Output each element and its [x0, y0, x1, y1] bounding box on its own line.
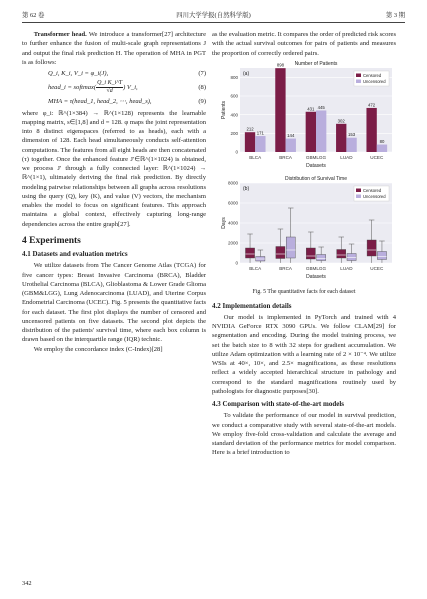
header-journal: 四川大学学报(自然科学版) — [176, 12, 251, 19]
bar — [245, 132, 255, 152]
bar — [255, 136, 265, 152]
panel-label: (a) — [243, 70, 250, 77]
equation-7 — [22, 69, 206, 78]
equation-8 — [22, 80, 206, 95]
y-tick-label: 600 — [230, 93, 238, 99]
x-tick-label: BRCA — [279, 266, 292, 271]
box — [347, 254, 356, 261]
x-tick-label: GBMLGG — [305, 154, 327, 160]
box — [245, 248, 254, 258]
paragraph-comparison: To validate the performance of our model in survival prediction, we conduct a comparative study with several state-of-the-art models. We employ five-fold cross-validation and calculate the average and standard deviation of the performance metrics for model comparison. Here is a brief introduction to — [212, 412, 396, 457]
paragraph-datasets: We utilize datasets from The Cancer Genome Atlas (TCGA) for five cancer types: Breast Invasive Carcinoma (BRCA), Bladder Urothelial Carcinoma (BLCA), Glioblastoma & Lower Grade Glioma (GBM&LGG), Lung Adenocarcinoma (LUAD), and Uterine Corpus Endometrial Carcinoma (UCEC). Fig. 5 presents the quantitative facts for each dataset. The first plot displays the number of censored and uncensored patients on five datasets. The second plot depicts the distribution of the patients' survival time, where each box column is drawn based on the interquartile range (IQR) technic. — [22, 262, 206, 344]
equation-lhs: head_i = softmax( — [48, 84, 97, 92]
legend-swatch — [356, 195, 361, 199]
legend-label: Censored — [363, 187, 382, 193]
header-rule — [22, 22, 405, 23]
figure-5 — [212, 58, 396, 298]
y-tick-label: 0 — [235, 260, 238, 266]
page-number: 342 — [22, 580, 32, 587]
fraction — [96, 80, 123, 95]
legend-swatch — [356, 73, 361, 77]
box — [317, 255, 326, 261]
x-tick-label: BRCA — [279, 154, 292, 160]
y-tick-label: 200 — [230, 130, 238, 136]
x-tick-label: GBMLGG — [305, 266, 327, 271]
y-tick-label: 800 — [230, 74, 238, 80]
equation-body — [22, 80, 138, 95]
header-issue: 第 3 期 — [385, 12, 405, 19]
y-tick-label: 8000 — [227, 180, 238, 186]
page-header — [22, 10, 405, 22]
data-label: 212 — [246, 126, 254, 132]
paragraph-text: We introduce a transformer[27] architecture to further enhance the fusion of multi-scale graph representations J and output the final risk prediction H. The operation of MHA in PGT is as follows: — [22, 31, 206, 66]
equation-number: (8) — [198, 84, 206, 92]
paragraph-cindex: We employ the concordance index (C-Index)[28] — [33, 345, 163, 353]
paragraph-transformer-head — [22, 30, 206, 67]
x-tick-label: LUAD — [340, 154, 353, 160]
equation-number: (7) — [198, 70, 206, 77]
box — [337, 250, 346, 259]
equation-number: (9) — [198, 98, 206, 106]
data-label: 898 — [276, 62, 285, 68]
box — [367, 240, 376, 256]
bar — [377, 144, 387, 151]
data-label: 445 — [317, 104, 325, 110]
box — [286, 237, 295, 258]
y-tick-label: 6000 — [227, 200, 238, 206]
equation-rhs: ) V_i, — [123, 84, 138, 92]
bar — [346, 137, 356, 151]
box — [276, 247, 285, 259]
legend-label: Uncensored — [363, 193, 386, 199]
bar — [366, 108, 376, 152]
y-tick-label: 0 — [235, 149, 238, 155]
left-column — [22, 30, 206, 354]
numerator: Q_i K_i^T — [97, 80, 123, 87]
chart-title: Distribution of Survival Time — [285, 176, 347, 182]
equation-9 — [22, 97, 206, 106]
x-axis-label: Datasets — [306, 162, 326, 169]
equation-body: MHA = τ(head_1, head_2, ⋯, head_s), — [48, 98, 152, 106]
subsection-heading: 4.3 Comparison with state-of-the-art models — [212, 400, 345, 408]
chart-title: Number of Patients — [294, 60, 338, 67]
equation-body: Q_i, K_i, V_i = φ_i(J), — [48, 70, 109, 77]
bar — [336, 124, 346, 152]
legend-label: Uncensored — [363, 78, 386, 84]
run-in-title: Transformer head. — [33, 31, 87, 38]
y-axis-label: Patients — [221, 100, 227, 119]
x-tick-label: LUAD — [340, 266, 353, 271]
y-axis-label: Days — [221, 217, 227, 229]
data-label: 153 — [347, 131, 356, 137]
paragraph-metric-continued: as the evaluation metric. It compares the order of predicted risk scores with the actual survival outcomes for pairs of patients and measures the proportion of correctly ordered pairs. — [212, 31, 396, 57]
subsection-heading: 4.1 Datasets and evaluation metrics — [22, 250, 128, 258]
paragraph-mha-explanation: where φ_i: ℝ^(1×384) → ℝ^(1×128) represents the learnable mapping matrix, s∈[1,8] and d = 128. φ maps the joint representation into 8 distinct eigenspaces (referred to as heads), each with a dimension of 128. Each head simultaneously conducts self-attention computations. The features from all eight heads are then concatenated (τ) together. Once the enhanced feature J′∈ℝ^(1×1024) is obtained, we process J′ through a fully connected layer: ℝ^(1×1024) → ℝ^(1×1), ultimately deriving the final risk prediction. By directly modeling pairwise relationships between all graphs across resolutions using the query (Q), key (K), and value (V) vectors, the mechanism enables the model to focus on significant features. This approach maintains a global context, effectively capturing long-range dependencies across the entire graph[27]. — [22, 109, 206, 228]
section-heading: 4 Experiments — [22, 235, 81, 246]
bar — [286, 138, 296, 151]
box-chart-survival — [212, 173, 396, 283]
y-tick-label: 2000 — [227, 240, 238, 246]
legend-swatch — [356, 189, 361, 193]
box — [377, 252, 386, 260]
legend-label: Censored — [363, 72, 382, 78]
right-column — [212, 30, 396, 458]
x-tick-label: UCEC — [370, 154, 384, 160]
denominator: √d — [106, 88, 113, 95]
header-volume: 第 62 卷 — [22, 12, 45, 19]
bar — [306, 112, 316, 152]
data-label: 431 — [307, 106, 315, 112]
data-label: 80 — [379, 138, 385, 144]
x-axis-label: Datasets — [306, 274, 326, 280]
box — [306, 248, 315, 259]
y-tick-label: 400 — [230, 112, 238, 118]
data-label: 144 — [287, 132, 295, 138]
bar-chart-patients — [212, 58, 396, 170]
panel-label: (b) — [243, 186, 250, 192]
x-tick-label: UCEC — [370, 266, 384, 271]
bar — [275, 68, 285, 152]
legend-swatch — [356, 79, 361, 83]
bar — [316, 110, 326, 152]
x-tick-label: BLCA — [249, 154, 262, 160]
data-label: 171 — [256, 130, 264, 136]
data-label: 302 — [337, 118, 345, 124]
x-tick-label: BLCA — [249, 266, 262, 271]
y-tick-label: 4000 — [227, 220, 238, 226]
figure-caption: Fig. 5 The quantitative facts for each dataset — [252, 289, 356, 296]
subsection-heading: 4.2 Implementation details — [212, 301, 292, 310]
paragraph-implementation: Our model is implemented in PyTorch and trained with 4 NVIDIA GeForce RTX 3090 GPUs. We follow CLAM[29] for segmentation and encoding. During the model training process, we set the batch size to 8 with 32 steps for gradient accumulation. We utilize Adam optimization with a learning rate of 2 × 10⁻⁴. We utilize WSIs at 40×, 10×, and 2.5× magnifications, as these resolutions reflect a widely accepted hierarchical structure in pathology and correspond to the standard magnifications routinely used by pathologists for diagnostic purposes[30]. — [212, 313, 396, 395]
data-label: 472 — [368, 102, 376, 108]
